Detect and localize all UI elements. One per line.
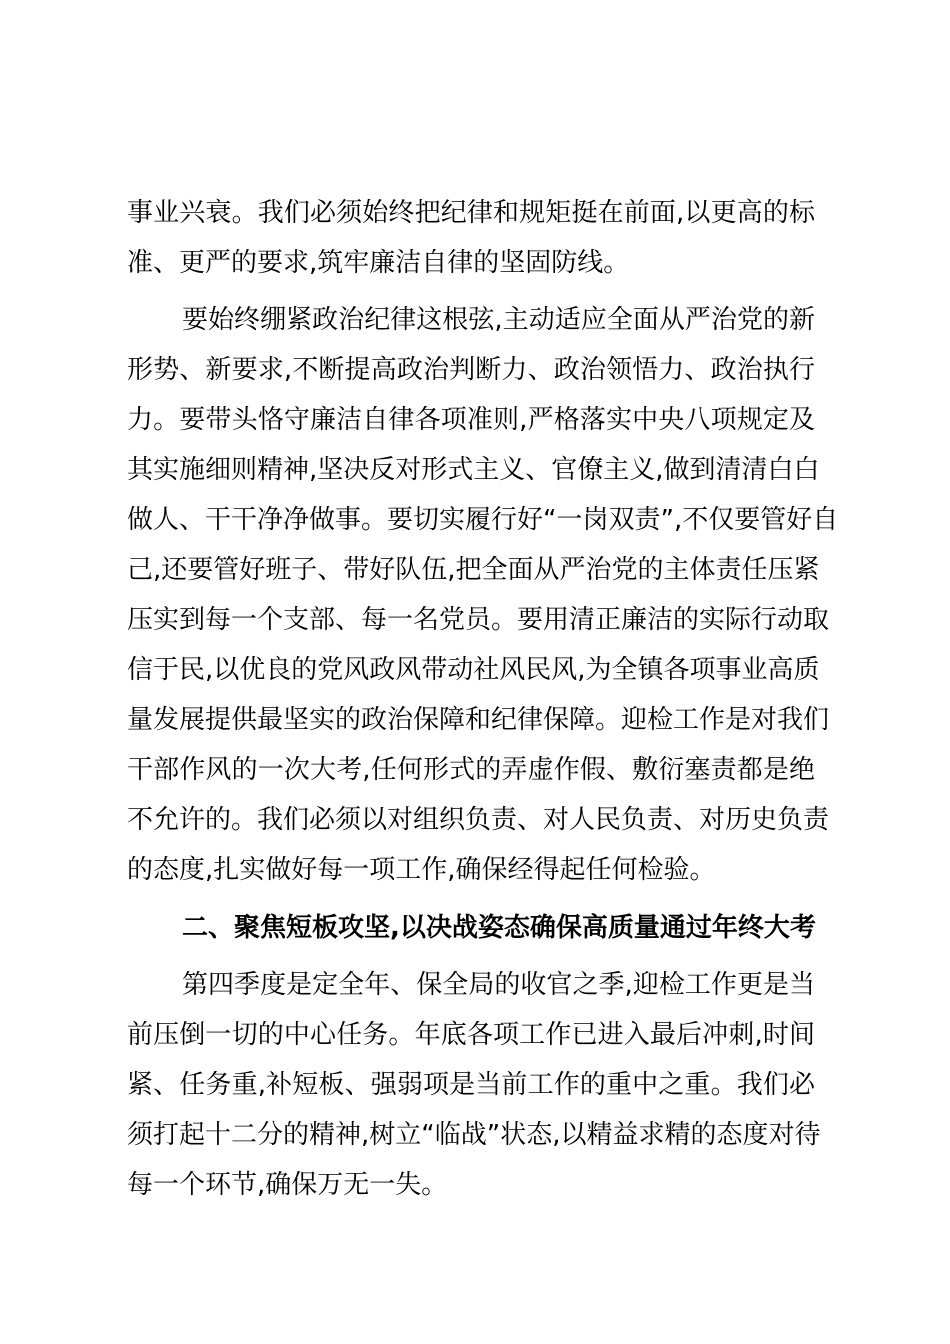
text-line: 力。要带头恪守廉洁自律各项准则,严格落实中央八项规定及 — [127, 405, 815, 435]
text-line: 每一个环节,确保万无一失。 — [127, 1170, 448, 1200]
text-line: 前压倒一切的中心任务。年底各项工作已进入最后冲刺,时间 — [127, 1020, 815, 1050]
text-line: 紧、任务重,补短板、强弱项是当前工作的重中之重。我们必 — [127, 1070, 815, 1100]
text-line: 己,还要管好班子、带好队伍,把全面从严治党的主体责任压紧 — [127, 555, 820, 585]
text-line: 干部作风的一次大考,任何形式的弄虚作假、敷衍塞责都是绝 — [127, 755, 815, 785]
text-line: 事业兴衰。我们必须始终把纪律和规矩挺在前面,以更高的标 — [127, 198, 815, 228]
text-line: 做人、干干净净做事。要切实履行好“一岗双责”,不仅要管好自 — [127, 505, 839, 535]
text-line: 的态度,扎实做好每一项工作,确保经得起任何检验。 — [127, 855, 716, 885]
text-line: 第四季度是定全年、保全局的收官之季,迎检工作更是当 — [182, 970, 815, 1000]
text-line: 要始终绷紧政治纪律这根弦,主动适应全面从严治党的新 — [182, 305, 815, 335]
text-line: 其实施细则精神,坚决反对形式主义、官僚主义,做到清清白白 — [127, 455, 820, 485]
text-line: 准、更严的要求,筑牢廉洁自律的坚固防线。 — [127, 248, 630, 278]
text-line: 量发展提供最坚实的政治保障和纪律保障。迎检工作是对我们 — [127, 705, 830, 735]
text-line: 形势、新要求,不断提高政治判断力、政治领悟力、政治执行 — [127, 355, 815, 385]
text-line: 信于民,以优良的党风政风带动社风民风,为全镇各项事业高质 — [127, 655, 820, 685]
text-line: 须打起十二分的精神,树立“临战”状态,以精益求精的态度对待 — [127, 1120, 821, 1150]
text-line: 不允许的。我们必须以对组织负责、对人民负责、对历史负责 — [127, 805, 830, 835]
section-heading: 二、聚焦短板攻坚,以决战姿态确保高质量通过年终大考 — [182, 913, 816, 943]
text-line: 压实到每一个支部、每一名党员。要用清正廉洁的实际行动取 — [127, 605, 830, 635]
